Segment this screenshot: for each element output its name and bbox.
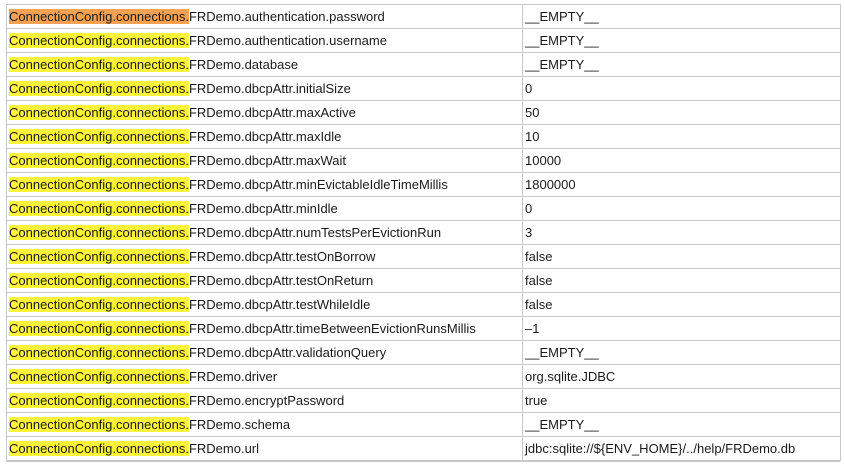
search-match: ConnectionConfig.connections. <box>9 153 189 168</box>
value-cell[interactable] <box>523 437 841 461</box>
table-row <box>7 125 841 149</box>
search-match: ConnectionConfig.connections. <box>9 81 189 96</box>
search-match-active: ConnectionConfig.connections. <box>9 9 189 24</box>
value-cell[interactable] <box>523 101 841 125</box>
key-suffix: FRDemo.dbcpAttr.maxWait <box>188 153 346 168</box>
key-suffix: FRDemo.database <box>188 57 299 72</box>
value-cell[interactable] <box>523 341 841 365</box>
value-text: __EMPTY__ <box>525 57 599 72</box>
table-row <box>7 293 841 317</box>
key-cell[interactable] <box>7 437 523 461</box>
table-row <box>7 365 841 389</box>
value-text: 1800000 <box>525 177 576 192</box>
value-text: 3 <box>525 225 533 240</box>
search-match: ConnectionConfig.connections. <box>9 393 189 408</box>
value-text: __EMPTY__ <box>525 417 599 432</box>
value-cell[interactable] <box>523 125 841 149</box>
search-match: ConnectionConfig.connections. <box>9 57 189 72</box>
key-suffix: FRDemo.url <box>188 441 260 456</box>
key-cell[interactable] <box>7 53 523 77</box>
value-text: –1 <box>525 321 540 336</box>
table-row <box>7 29 841 53</box>
value-cell[interactable] <box>523 221 841 245</box>
key-suffix: FRDemo.driver <box>188 369 278 384</box>
value-text: 50 <box>525 105 540 120</box>
search-match: ConnectionConfig.connections. <box>9 297 189 312</box>
key-cell[interactable] <box>7 197 523 221</box>
table-row <box>7 437 841 461</box>
key-cell[interactable] <box>7 149 523 173</box>
key-cell[interactable] <box>7 125 523 149</box>
key-cell[interactable] <box>7 269 523 293</box>
table-row <box>7 149 841 173</box>
value-text: __EMPTY__ <box>525 9 599 24</box>
search-match: ConnectionConfig.connections. <box>9 321 189 336</box>
key-cell[interactable] <box>7 173 523 197</box>
table-row <box>7 53 841 77</box>
key-cell[interactable] <box>7 341 523 365</box>
config-table-body <box>7 5 841 461</box>
key-suffix: FRDemo.dbcpAttr.minEvictableIdleTimeMillis <box>188 177 448 192</box>
key-cell[interactable] <box>7 365 523 389</box>
value-cell[interactable] <box>523 29 841 53</box>
key-suffix: FRDemo.dbcpAttr.numTestsPerEvictionRun <box>188 225 442 240</box>
search-match: ConnectionConfig.connections. <box>9 33 189 48</box>
value-cell[interactable] <box>523 53 841 77</box>
key-suffix: FRDemo.dbcpAttr.testWhileIdle <box>188 297 371 312</box>
key-suffix: FRDemo.encryptPassword <box>188 393 345 408</box>
table-row <box>7 5 841 29</box>
search-match: ConnectionConfig.connections. <box>9 441 189 456</box>
value-cell[interactable] <box>523 389 841 413</box>
table-row <box>7 77 841 101</box>
table-row <box>7 197 841 221</box>
value-text: true <box>525 393 548 408</box>
key-suffix: FRDemo.schema <box>188 417 291 432</box>
key-suffix: FRDemo.dbcpAttr.maxIdle <box>188 129 342 144</box>
key-cell[interactable] <box>7 293 523 317</box>
key-suffix: FRDemo.authentication.username <box>188 33 387 48</box>
value-text: __EMPTY__ <box>525 33 599 48</box>
value-text: false <box>525 249 553 264</box>
table-row <box>7 173 841 197</box>
value-cell[interactable] <box>523 317 841 341</box>
key-suffix: FRDemo.dbcpAttr.testOnBorrow <box>188 249 376 264</box>
key-suffix: FRDemo.authentication.password <box>188 9 385 24</box>
key-cell[interactable] <box>7 5 523 29</box>
value-cell[interactable] <box>523 293 841 317</box>
key-cell[interactable] <box>7 245 523 269</box>
table-row <box>7 389 841 413</box>
value-text: __EMPTY__ <box>525 345 599 360</box>
key-suffix: FRDemo.dbcpAttr.validationQuery <box>188 345 387 360</box>
value-cell[interactable] <box>523 173 841 197</box>
search-match: ConnectionConfig.connections. <box>9 225 189 240</box>
key-cell[interactable] <box>7 389 523 413</box>
key-cell[interactable] <box>7 77 523 101</box>
value-cell[interactable] <box>523 365 841 389</box>
table-row <box>7 341 841 365</box>
value-text: 0 <box>525 201 533 216</box>
table-bottom-edge <box>6 461 840 462</box>
table-row <box>7 269 841 293</box>
key-cell[interactable] <box>7 101 523 125</box>
config-table <box>6 4 841 461</box>
key-cell[interactable] <box>7 317 523 341</box>
value-text: 0 <box>525 81 533 96</box>
search-match: ConnectionConfig.connections. <box>9 345 189 360</box>
search-match: ConnectionConfig.connections. <box>9 369 189 384</box>
search-match: ConnectionConfig.connections. <box>9 273 189 288</box>
value-text: 10 <box>525 129 540 144</box>
key-suffix: FRDemo.dbcpAttr.minIdle <box>188 201 338 216</box>
key-suffix: FRDemo.dbcpAttr.initialSize <box>188 81 351 96</box>
table-row <box>7 413 841 437</box>
key-cell[interactable] <box>7 221 523 245</box>
value-cell[interactable] <box>523 413 841 437</box>
table-row <box>7 101 841 125</box>
value-cell[interactable] <box>523 269 841 293</box>
value-text: org.sqlite.JDBC <box>525 369 616 384</box>
key-cell[interactable] <box>7 29 523 53</box>
value-text: false <box>525 273 553 288</box>
key-suffix: FRDemo.dbcpAttr.timeBetweenEvictionRunsMillis <box>188 321 476 336</box>
value-cell[interactable] <box>523 5 841 29</box>
value-cell[interactable] <box>523 245 841 269</box>
search-match: ConnectionConfig.connections. <box>9 129 189 144</box>
key-suffix: FRDemo.dbcpAttr.testOnReturn <box>188 273 374 288</box>
value-cell[interactable] <box>523 77 841 101</box>
table-row <box>7 221 841 245</box>
key-cell[interactable] <box>7 413 523 437</box>
table-row <box>7 317 841 341</box>
value-cell[interactable] <box>523 197 841 221</box>
value-cell[interactable] <box>523 149 841 173</box>
value-text: false <box>525 297 553 312</box>
search-match: ConnectionConfig.connections. <box>9 201 189 216</box>
search-match: ConnectionConfig.connections. <box>9 417 189 432</box>
search-match: ConnectionConfig.connections. <box>9 177 189 192</box>
value-text: 10000 <box>525 153 562 168</box>
search-match: ConnectionConfig.connections. <box>9 105 189 120</box>
value-text: jdbc:sqlite://${ENV_HOME}/../help/FRDemo.db <box>525 441 796 456</box>
table-row <box>7 245 841 269</box>
key-suffix: FRDemo.dbcpAttr.maxActive <box>188 105 356 120</box>
search-match: ConnectionConfig.connections. <box>9 249 189 264</box>
